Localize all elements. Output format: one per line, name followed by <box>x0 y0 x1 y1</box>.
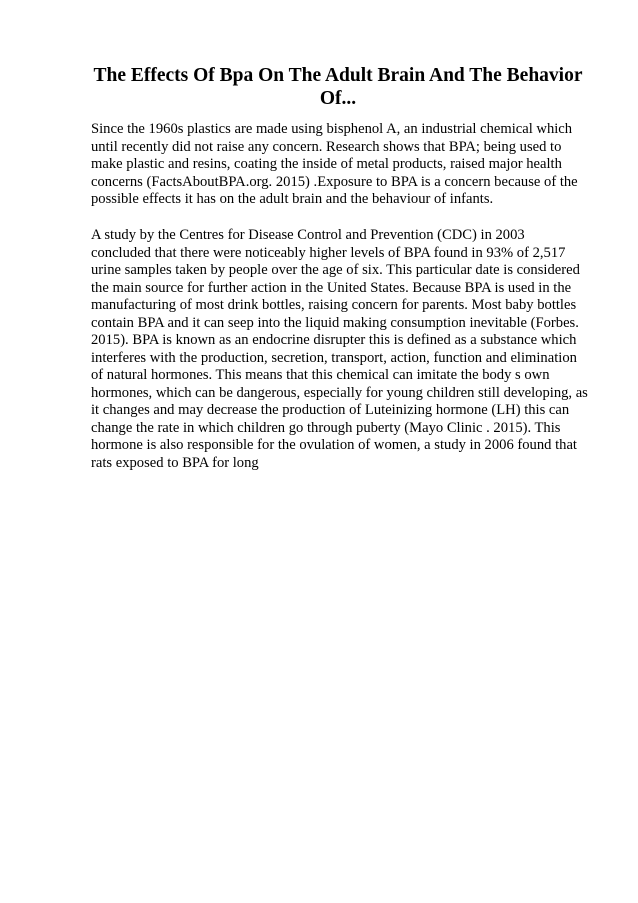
paragraph-line: of natural hormones. This means that this chemical can imitate the body s own <box>91 367 550 383</box>
paragraph-line: it changes and may decrease the production of Luteinizing hormone (LH) this can <box>91 402 570 418</box>
paragraph-line: hormone is also responsible for the ovulation of women, a study in 2006 found that <box>91 437 577 453</box>
paragraph-line: A study by the Centres for Disease Control and Prevention (CDC) in 2003 <box>91 227 525 243</box>
title-line: The Effects Of Bpa On The Adult Brain And The Behavior <box>93 65 583 86</box>
paragraph-line: urine samples taken by people over the age of six. This particular date is considered <box>91 262 580 278</box>
paragraph-line: the main source for further action in the United States. Because BPA is used in the <box>91 279 572 296</box>
paragraph-line: rats exposed to BPA for long <box>91 454 259 471</box>
paragraph-line: Since the 1960s plastics are made using bisphenol A, an industrial chemical which <box>91 121 573 137</box>
paragraph-line: until recently did not raise any concern. Research shows that BPA; being used to <box>91 138 562 155</box>
paragraph-line: make plastic and resins, coating the inside of metal products, raised major health <box>91 156 562 172</box>
paragraph-line: 2015). BPA is known as an endocrine disrupter this is defined as a substance which <box>91 332 577 348</box>
paragraph-line: possible effects it has on the adult brain and the behaviour of infants. <box>91 191 494 207</box>
paragraph-line: manufacturing of most drink bottles, raising concern for parents. Most baby bottles <box>91 297 577 313</box>
paragraph-line: contain BPA and it can seep into the liquid making consumption inevitable (Forbes. <box>91 314 579 331</box>
paragraph-line: concerns (FactsAboutBPA.org. 2015) .Exposure to BPA is a concern because of the <box>91 173 578 190</box>
paragraph-line: hormones, which can be dangerous, especially for young children still developing, as <box>91 384 588 401</box>
paragraph-intro <box>91 121 591 209</box>
paragraph-line: interferes with the production, secretion, transport, action, function and elimination <box>91 349 577 366</box>
title-line: Of... <box>319 88 357 109</box>
document-title <box>72 64 604 110</box>
paragraph-line: concluded that there were noticeably higher levels of BPA found in 93% of 2,517 <box>91 244 566 261</box>
paragraph-line: change the rate in which children go through puberty (Mayo Clinic . 2015). This <box>91 419 561 436</box>
paragraph-cdc-study <box>91 227 591 472</box>
